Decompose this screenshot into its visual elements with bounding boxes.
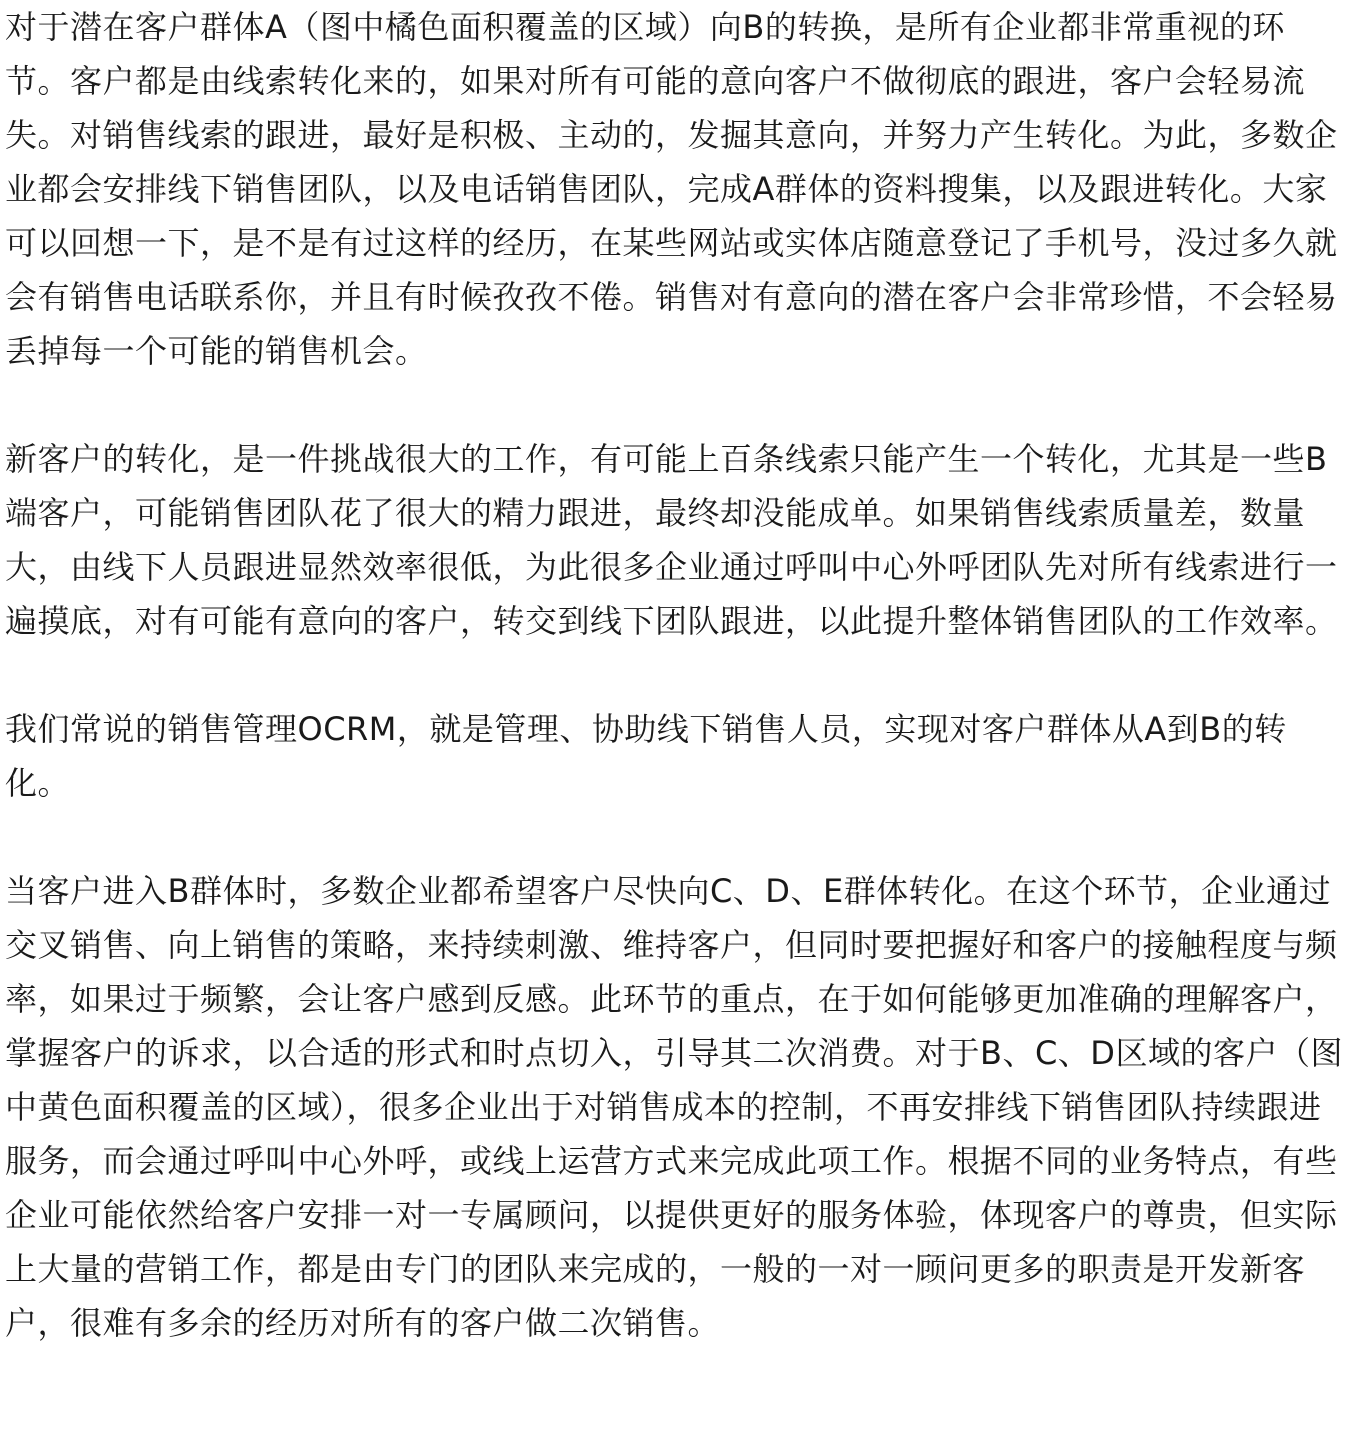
paragraph-ocrm: 我们常说的销售管理OCRM，就是管理、协助线下销售人员，实现对客户群体从A到B的转化。 [5,710,1287,802]
paragraph-repeat-sales: 当客户进入B群体时，多数企业都希望客户尽快向C、D、E群体转化。在这个环节，企业通过交叉销售、向上销售的策略，来持续刺激、维持客户，但同时要把握好和客户的接触程度与频率，如果过于频繁，会让客户感到反感。此环节的重点，在于如何能够更加准确的理解客户，掌握客户的诉求，以合适的形式和时点切入，引导其二次消费。对于B、C、D区域的客户（图中黄色面积覆盖的区域），很多企业出于对销售成本的控制，不再安排线下销售团队持续跟进服务，而会通过呼叫中心外呼，或线上运营方式来完成此项工作。根据不同的业务特点，有些企业可能依然给客户安排一对一专属顾问，以提供更好的服务体验，体现客户的尊贵，但实际上大量的营销工作，都是由专门的团队来完成的，一般的一对一顾问更多的职责是开发新客户，很难有多余的经历对所有的客户做二次销售。 [5,872,1343,1342]
paragraph-new-customer-conversion: 新客户的转化，是一件挑战很大的工作，有可能上百条线索只能产生一个转化，尤其是一些B端客户，可能销售团队花了很大的精力跟进，最终却没能成单。如果销售线索质量差，数量大，由线下人员跟进显然效率很低，为此很多企业通过呼叫中心外呼团队先对所有线索进行一遍摸底，对有可能有意向的客户，转交到线下团队跟进，以此提升整体销售团队的工作效率。 [5,440,1338,640]
paragraph-lead-conversion: 对于潜在客户群体A（图中橘色面积覆盖的区域）向B的转换，是所有企业都非常重视的环节。客户都是由线索转化来的，如果对所有可能的意向客户不做彻底的跟进，客户会轻易流失。对销售线索的跟进，最好是积极、主动的，发掘其意向，并努力产生转化。为此，多数企业都会安排线下销售团队，以及电话销售团队，完成A群体的资料搜集，以及跟进转化。大家可以回想一下，是不是有过这样的经历，在某些网站或实体店随意登记了手机号，没过多久就会有销售电话联系你，并且有时候孜孜不倦。销售对有意向的潜在客户会非常珍惜，不会轻易丢掉每一个可能的销售机会。 [5,8,1338,370]
